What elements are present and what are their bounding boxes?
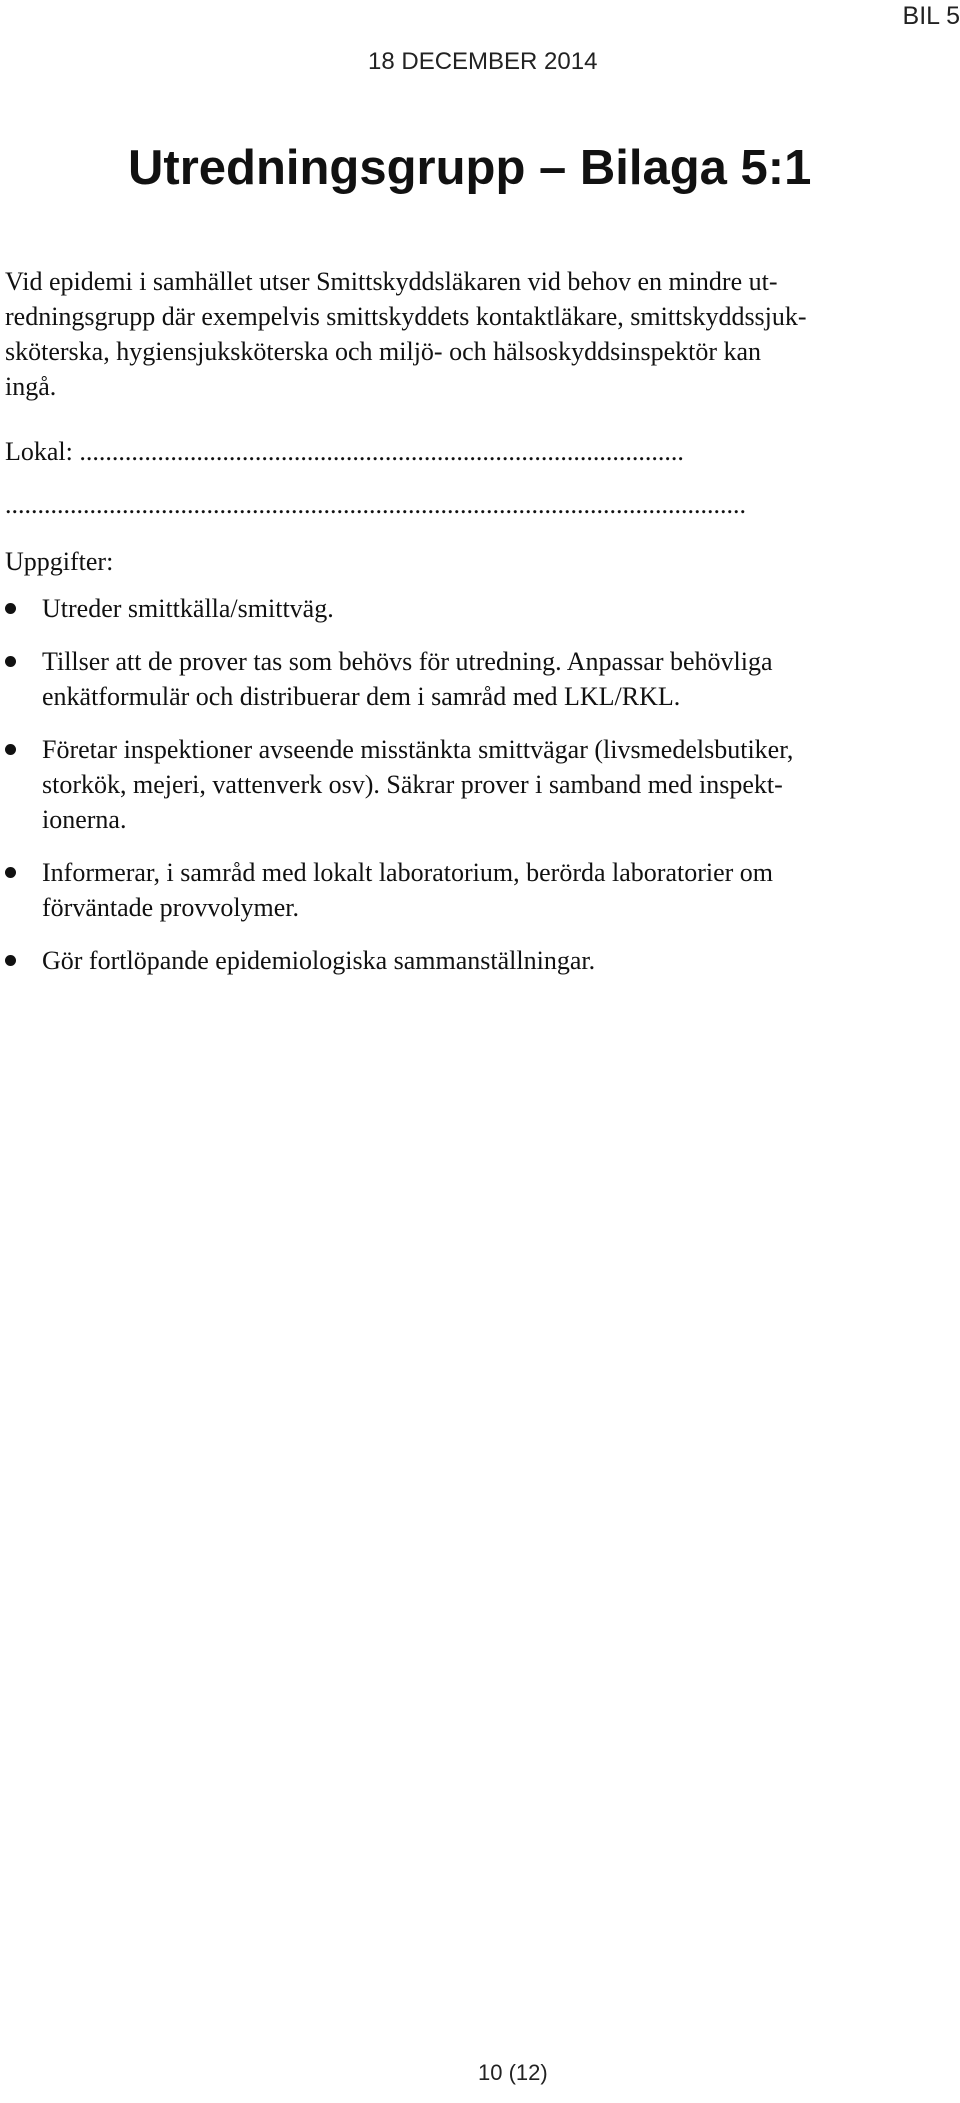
intro-line: Vid epidemi i samhället utser Smittskyddsläkaren vid behov en mindre ut- bbox=[5, 267, 778, 296]
task-line: Företar inspektioner avseende misstänkta smittvägar (livsmedelsbutiker, bbox=[42, 735, 794, 764]
list-item bbox=[5, 732, 955, 837]
bullet-icon bbox=[5, 656, 16, 667]
intro-line: ingå. bbox=[5, 372, 57, 401]
list-item bbox=[5, 644, 955, 714]
task-line: Gör fortlöpande epidemiologiska sammanställningar. bbox=[42, 946, 596, 975]
lokal-continuation-line: .................................................................................................................. bbox=[5, 490, 746, 519]
lokal-field: Lokal: ............................................................................................. bbox=[5, 437, 684, 466]
task-line: förväntade provvolymer. bbox=[42, 893, 300, 922]
task-line: storkök, mejeri, vattenverk osv). Säkrar prover i samband med inspekt- bbox=[42, 770, 783, 799]
bullet-icon bbox=[5, 603, 16, 614]
tasks-heading: Uppgifter: bbox=[5, 547, 114, 576]
task-line: Utreder smittkälla/smittväg. bbox=[42, 594, 334, 623]
attachment-label: BIL 5 bbox=[902, 2, 960, 30]
intro-line: sköterska, hygiensjuksköterska och miljö- och hälsoskyddsinspektör kan bbox=[5, 337, 762, 366]
bullet-icon bbox=[5, 867, 16, 878]
intro-paragraph bbox=[5, 264, 955, 404]
list-item bbox=[5, 855, 955, 925]
page-number: 10 (12) bbox=[478, 2060, 548, 2085]
document-body bbox=[5, 264, 955, 996]
page-title: Utredningsgrupp – Bilaga 5:1 bbox=[128, 141, 812, 195]
bullet-icon bbox=[5, 955, 16, 966]
task-line: Tillser att de prover tas som behövs för utredning. Anpassar behövliga bbox=[42, 647, 773, 676]
list-item bbox=[5, 943, 955, 978]
document-date: 18 DECEMBER 2014 bbox=[368, 48, 598, 75]
task-line: enkätformulär och distribuerar dem i samråd med LKL/RKL. bbox=[42, 682, 681, 711]
list-item bbox=[5, 591, 955, 626]
task-line: Informerar, i samråd med lokalt laboratorium, berörda laboratorier om bbox=[42, 858, 774, 887]
intro-line: redningsgrupp där exempelvis smittskyddets kontaktläkare, smittskyddssjuk- bbox=[5, 302, 807, 331]
bullet-icon bbox=[5, 744, 16, 755]
task-line: ionerna. bbox=[42, 805, 127, 834]
tasks-list bbox=[5, 591, 955, 978]
